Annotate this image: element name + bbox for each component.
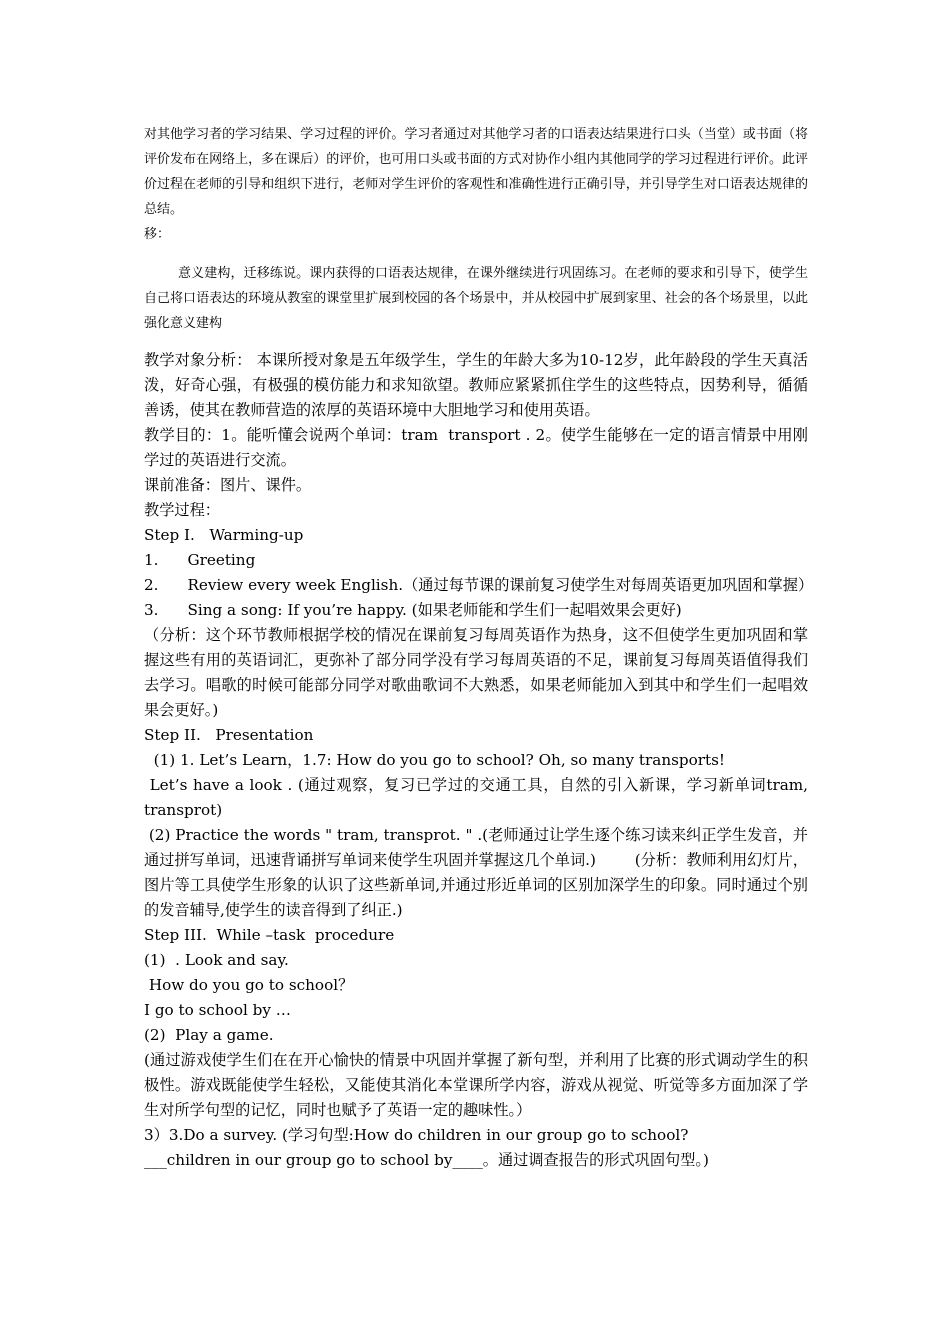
- document-page: [144, 122, 814, 1173]
- preparation: 课前准备：图片、课件。: [144, 476, 312, 494]
- step-3-item-5: 3）3.Do a survey. (学习句型:How do children in our group go to school?: [144, 1126, 689, 1144]
- step-3-item-1: (1) . Look and say.: [144, 951, 289, 969]
- spacer: [144, 336, 808, 348]
- step-2-item-3: (2) Practice the words " tram, transprot. " .(老师通过让学生逐个练习读来纠正学生发音，并通过拼写单词，迅速背诵拼写单词来使学生巩固并掌握这几个单词.) (分析：教师利用幻灯片，图片等工具使学生形象的认识了这些新单词,并通过形近单词的区别加深学生的印象。同时通过个别的发音辅导,使学生的读音得到了纠正.): [144, 826, 808, 919]
- step-2-item-2: Let’s have a look . (通过观察，复习已学过的交通工具，自然的引入新课，学习新单词tram, transprot): [144, 776, 813, 819]
- step-1-item-2: 2. Review every week English.（通过每节课的课前复习使学生对每周英语更加巩固和掌握）: [144, 576, 814, 594]
- step-3-item-2: How do you go to school？: [144, 976, 354, 994]
- step-1-analysis: （分析：这个环节教师根据学校的情况在课前复习每周英语作为热身，这不但使学生更加巩固和掌握这些有用的英语词汇，更弥补了部分同学没有学习每周英语的不足，课前复习每周英语值得我们去学习。唱歌的时候可能部分同学对歌曲歌词不大熟悉，如果老师能加入到其中和学生们一起唱效果会更好。): [144, 626, 808, 719]
- step-3-item-3: I go to school by …: [144, 1001, 291, 1019]
- teaching-goal: 教学目的：1。能听懂会说两个单词：tram transport . 2。使学生能够在一定的语言情景中用刚学过的英语进行交流。: [144, 426, 808, 469]
- student-analysis: 教学对象分析： 本课所授对象是五年级学生，学生的年龄大多为10-12岁，此年龄段的学生天真活泼，好奇心强，有极强的模仿能力和求知欲望。教师应紧紧抓住学生的这些特点，因势利导，循循善诱，使其在教师营造的浓厚的英语环境中大胆地学习和使用英语。: [144, 351, 808, 419]
- step-1-item-1: 1. Greeting: [144, 551, 256, 569]
- transfer-paragraph: 意义建构，迁移练说。课内获得的口语表达规律，在课外继续进行巩固练习。在老师的要求和引导下，使学生自己将口语表达的环境从教室的课堂里扩展到校园的各个场景中，并从校园中扩展到家里、社会的各个场景里，以此强化意义建构: [144, 266, 808, 331]
- spacer: [144, 247, 808, 261]
- evaluation-paragraph: 对其他学习者的学习结果、学习过程的评价。学习者通过对其他学习者的口语表达结果进行口头（当堂）或书面（将评价发布在网络上，多在课后）的评价，也可用口头或书面的方式对协作小组内其他同学的学习过程进行评价。此评价过程在老师的引导和组织下进行，老师对学生评价的客观性和准确性进行正确引导，并引导学生对口语表达规律的总结。: [144, 127, 808, 217]
- step-3-item-6: ___children in our group go to school by____。通过调查报告的形式巩固句型。): [144, 1151, 709, 1169]
- step-1-heading: Step I. Warming-up: [144, 526, 304, 544]
- step-2-heading: Step II. Presentation: [144, 726, 314, 744]
- step-1-item-3: 3. Sing a song: If you’re happy. (如果老师能和学生们一起唱效果会更好): [144, 601, 682, 619]
- step-3-game-analysis: (通过游戏使学生们在在开心愉快的情景中巩固并掌握了新句型，并利用了比赛的形式调动学生的积极性。游戏既能使学生轻松，又能使其消化本堂课所学内容，游戏从视觉、听觉等多方面加深了学生对所学句型的记忆，同时也赋予了英语一定的趣味性。）: [144, 1051, 808, 1119]
- transfer-heading: 移：: [144, 227, 171, 242]
- step-2-item-1: (1) 1. Let’s Learn，1.7: How do you go to school? Oh, so many transports!: [144, 751, 726, 769]
- step-3-item-4: (2) Play a game.: [144, 1026, 274, 1044]
- step-3-heading: Step III. While –task procedure: [144, 926, 395, 944]
- process-heading: 教学过程：: [144, 501, 220, 519]
